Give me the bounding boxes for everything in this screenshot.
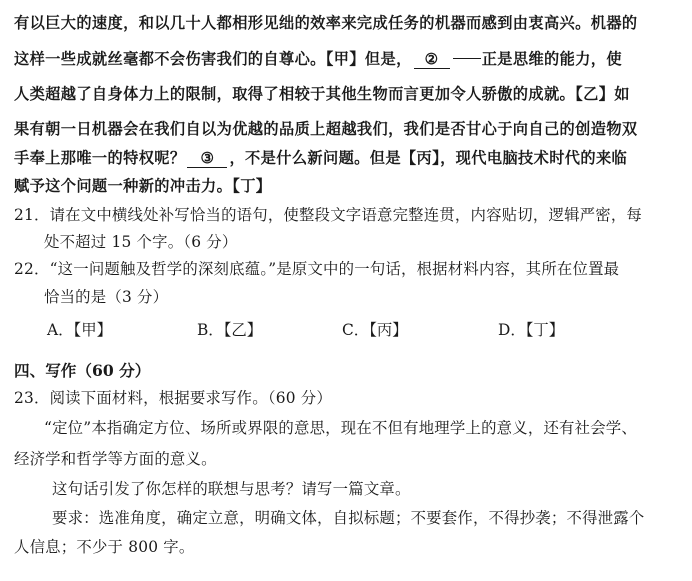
passage-line-3: 人类超越了自身体力上的限制，取得了相较于其他生物而言更加令人骄傲的成就。【乙】如 [14, 85, 630, 103]
question-22-line-1: 22．“这一问题触及哲学的深刻底蕴。”是原文中的一句话，根据材料内容，其所在位置最 [14, 260, 620, 278]
question-23-line-3: 经济学和哲学等方面的意义。 [14, 450, 217, 468]
dash [453, 58, 481, 59]
question-23-line-6: 人信息；不少于 800 字。 [14, 538, 195, 556]
question-22-line-2: 恰当的是（3 分） [44, 288, 169, 306]
passage-line-4: 果有朝一日机器会在我们自以为优越的品质上超越我们，我们是否甘心于向自己的创造物双 [14, 120, 638, 138]
option-b: B．【乙】 [197, 321, 263, 339]
option-a: A．【甲】 [47, 321, 112, 339]
passage-line-2-text-a: 这样一些成就丝毫都不会伤害我们的自尊心。【甲】但是， [14, 50, 412, 68]
passage-line-2-text-b: 正是思维的能力，使 [481, 50, 622, 68]
blank-2: ② [414, 51, 450, 69]
section-4-title: 四、写作（60 分） [14, 361, 151, 380]
passage-line-2 [14, 49, 682, 69]
question-23-line-4: 这句话引发了你怎样的联想与思考？请写一篇文章。 [52, 480, 411, 498]
blank-3: ③ [187, 150, 227, 168]
question-23-line-2: “定位”本指确定方位、场所或界限的意思，现在不但有地理学上的意义，还有社会学、 [44, 419, 637, 437]
passage-line-5 [14, 148, 682, 168]
option-c: C．【丙】 [342, 321, 408, 339]
passage-line-1: 有以巨大的速度，和以几十人都相形见绌的效率来完成任务的机器而感到由衷高兴。机器的 [14, 14, 638, 32]
passage-line-6: 赋予这个问题一种新的冲击力。【丁】 [14, 177, 272, 195]
question-21-line-2: 处不超过 15 个字。（6 分） [44, 233, 238, 251]
question-23-line-1: 23．阅读下面材料，根据要求写作。（60 分） [14, 389, 332, 407]
passage-line-5-text-b: ，不是什么新问题。但是【丙】，现代电脑技术时代的来临 [229, 149, 628, 167]
passage-line-5-text-a: 手奉上那唯一的特权呢？ [14, 149, 186, 167]
question-23-line-5: 要求：选准角度，确定立意，明确文体，自拟标题；不要套作，不得抄袭；不得泄露个 [52, 509, 645, 527]
question-21-line-1: 21．请在文中横线处补写恰当的语句，使整段文字语意完整连贯，内容贴切，逻辑严密，每 [14, 206, 643, 224]
option-d: D．【丁】 [498, 321, 565, 339]
